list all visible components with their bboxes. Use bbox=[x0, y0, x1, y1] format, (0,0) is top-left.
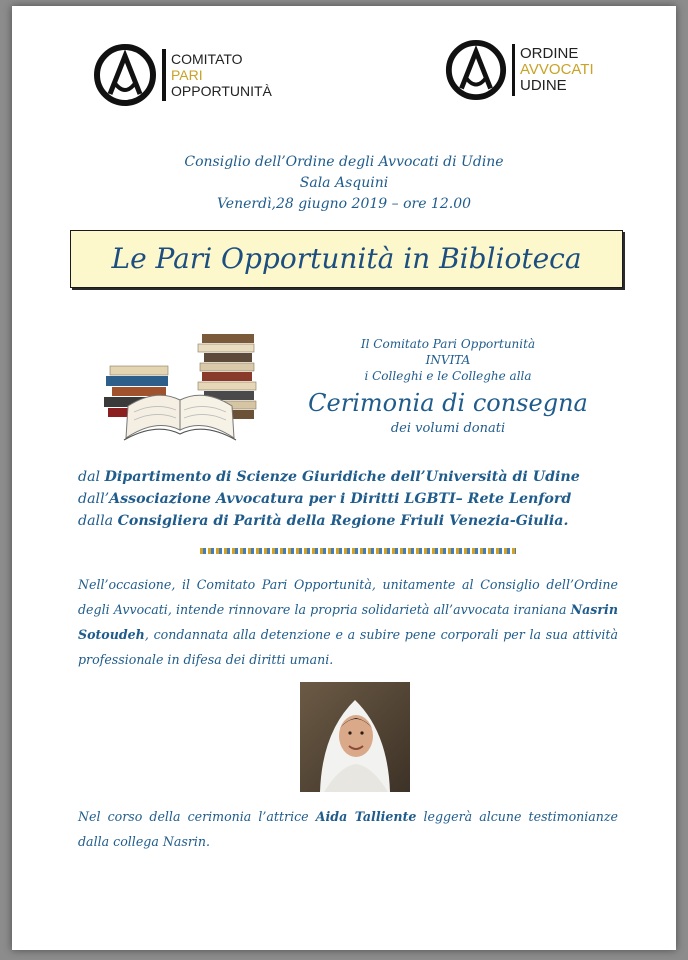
event-title: Le Pari Opportunità in Biblioteca bbox=[111, 242, 582, 275]
logo-divider bbox=[162, 49, 166, 101]
logo-line-pari: PARI bbox=[171, 67, 203, 83]
donor-line bbox=[78, 510, 638, 532]
donor-prefix: dall’ bbox=[78, 491, 110, 507]
donor-prefix: dal bbox=[78, 469, 101, 485]
room-line: Sala Asquini bbox=[299, 175, 389, 191]
reading-paragraph bbox=[78, 804, 618, 854]
title-box bbox=[70, 230, 623, 288]
donor-prefix: dalla bbox=[78, 513, 114, 529]
solidarity-paragraph bbox=[78, 572, 618, 672]
comitato-logo bbox=[92, 42, 272, 108]
paragraph-text-end: leggerà alcune testimonianze dalla collega Nasrin. bbox=[78, 809, 618, 849]
donors-list bbox=[78, 466, 638, 532]
ceremony-headline: Cerimonia di consegna bbox=[308, 389, 588, 417]
logo-line-avvocati: AVVOCATI bbox=[520, 61, 594, 78]
donor-line bbox=[78, 488, 638, 510]
comitato-emblem-icon bbox=[92, 42, 158, 108]
logo-line-comitato: COMITATO bbox=[171, 51, 243, 67]
logo-line-ordine: ORDINE bbox=[520, 45, 579, 62]
donor-name: Associazione Avvocatura per i Diritti LGBTI– Rete Lenford bbox=[109, 491, 572, 507]
donor-name: Dipartimento di Scienze Giuridiche dell’Università di Udine bbox=[104, 469, 580, 485]
honoree-name: Nasrin Sotoudeh bbox=[78, 602, 618, 642]
paragraph-text: Nel corso della cerimonia l’attrice bbox=[78, 809, 309, 824]
invite-block bbox=[268, 336, 628, 438]
invite-line-committee: Il Comitato Pari Opportunità bbox=[360, 337, 536, 351]
donor-name: Consigliera di Parità della Regione Friuli Venezia-Giulia. bbox=[117, 513, 569, 529]
ordine-logo bbox=[444, 38, 594, 102]
date-line: Venerdì,28 giugno 2019 – ore 12.00 bbox=[216, 196, 472, 212]
ordine-emblem-icon bbox=[444, 38, 508, 102]
paragraph-text-end: , condannata alla detenzione e a subire pene corporali per la sua attività professionale in difesa dei diritti umani. bbox=[78, 627, 618, 667]
event-header bbox=[12, 152, 676, 215]
open-book-icon bbox=[124, 395, 236, 440]
comitato-logo-text bbox=[171, 51, 272, 99]
invite-line-colleagues: i Colleghi e le Colleghe alla bbox=[364, 369, 532, 383]
logo-line-opportunita: OPPORTUNITÀ bbox=[171, 83, 272, 99]
flyer-page bbox=[12, 6, 676, 950]
logo-line-udine: UDINE bbox=[520, 77, 567, 94]
paragraph-text: Nell’occasione, il Comitato Pari Opportunità, unitamente al Consiglio dell’Ordine degli Avvocati, intende rinnovare la propria solidarietà all’avvocata iraniana bbox=[78, 577, 618, 617]
books-illustration bbox=[98, 326, 258, 446]
ordine-logo-text bbox=[520, 46, 594, 94]
dotted-separator bbox=[200, 548, 516, 554]
invite-line-invites: INVITA bbox=[425, 353, 471, 367]
venue-line: Consiglio dell’Ordine degli Avvocati di Udine bbox=[184, 154, 504, 170]
actress-name: Aida Talliente bbox=[315, 809, 417, 824]
invite-line-volumes: dei volumi donati bbox=[390, 421, 506, 436]
logo-divider bbox=[512, 44, 515, 96]
donor-line bbox=[78, 466, 638, 488]
portrait-photo bbox=[300, 682, 410, 792]
